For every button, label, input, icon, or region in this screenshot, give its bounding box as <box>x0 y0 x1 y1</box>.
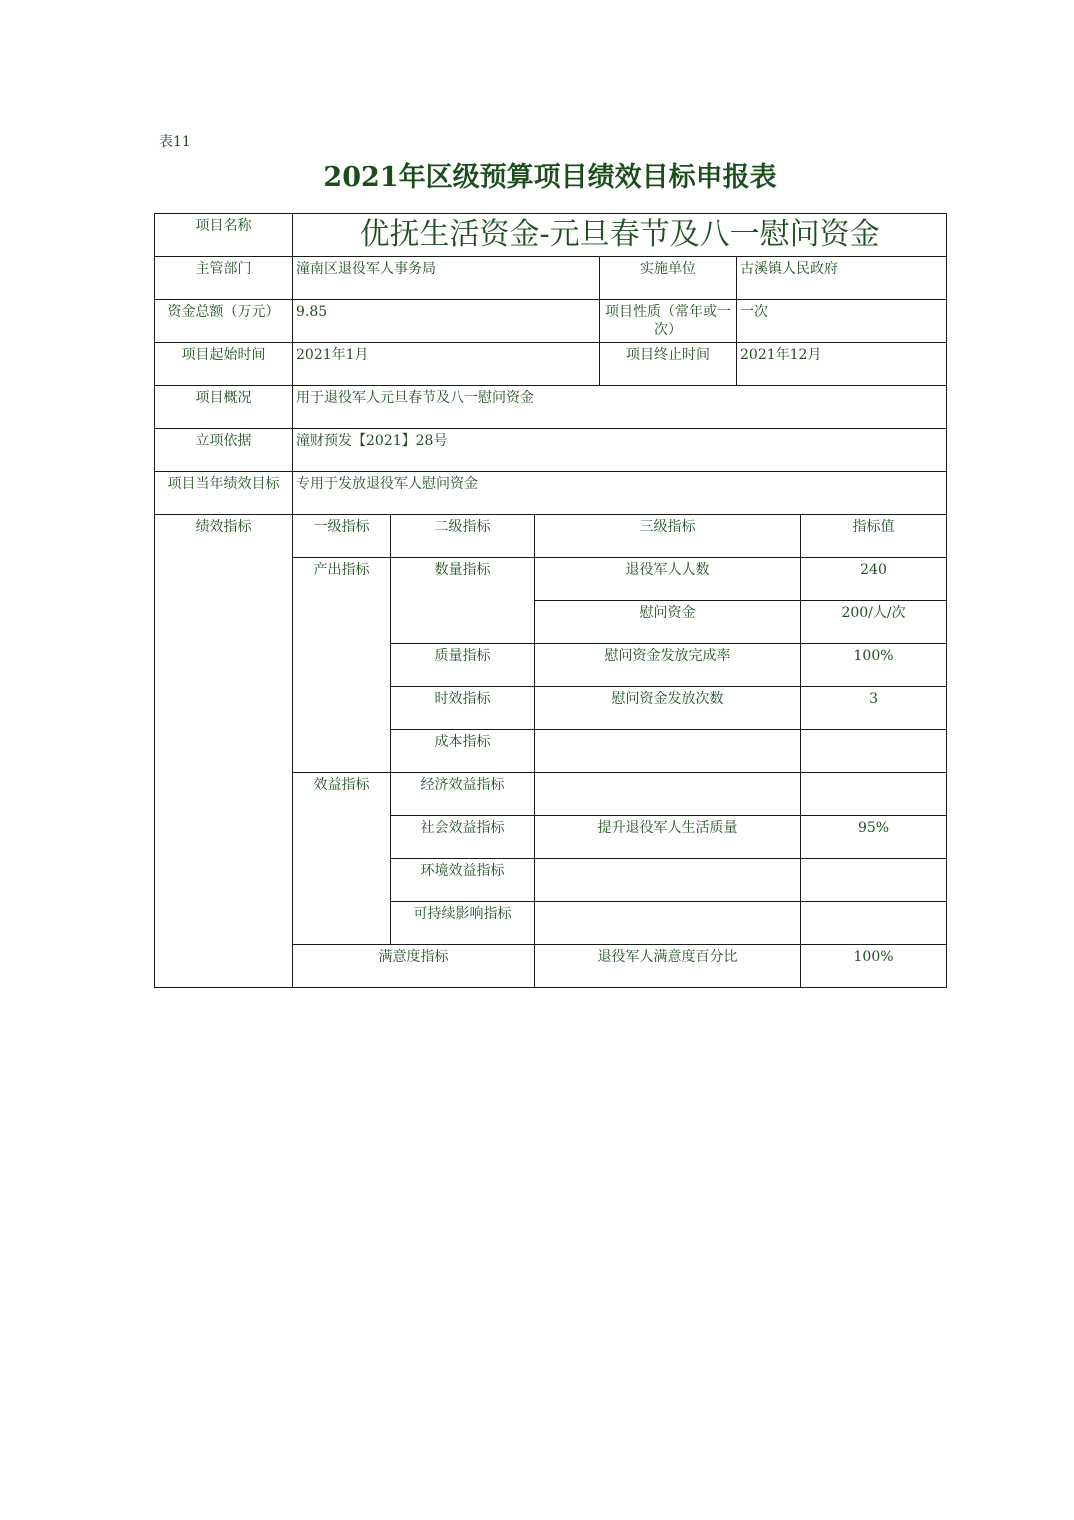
nature-value: 一次 <box>737 300 947 343</box>
page-title: 2021年区级预算项目绩效目标申报表 <box>323 162 777 193</box>
amount-label: 资金总额（万元） <box>155 300 293 343</box>
start-label: 项目起始时间 <box>155 343 293 386</box>
value-cell: 240 <box>801 558 947 601</box>
basis-label: 立项依据 <box>155 429 293 472</box>
benefit-indicator: 效益指标 <box>293 773 391 945</box>
header-l2: 二级指标 <box>391 515 535 558</box>
l2-cell: 时效指标 <box>391 687 535 730</box>
unit-label: 实施单位 <box>600 257 737 300</box>
header-l3: 三级指标 <box>535 515 801 558</box>
end-value: 2021年12月 <box>737 343 947 386</box>
output-indicator: 产出指标 <box>293 558 391 773</box>
amount-value: 9.85 <box>293 300 600 343</box>
overview-value: 用于退役军人元旦春节及八一慰问资金 <box>293 386 947 429</box>
project-name-label: 项目名称 <box>155 214 293 257</box>
satisfaction-indicator: 满意度指标 <box>293 945 535 988</box>
value-cell <box>801 859 947 902</box>
l3-cell: 退役军人人数 <box>535 558 801 601</box>
value-cell <box>801 730 947 773</box>
l2-cell: 环境效益指标 <box>391 859 535 902</box>
l3-cell: 提升退役军人生活质量 <box>535 816 801 859</box>
l2-cell: 质量指标 <box>391 644 535 687</box>
goal-value: 专用于发放退役军人慰问资金 <box>293 472 947 515</box>
l2-cell: 社会效益指标 <box>391 816 535 859</box>
project-name-value: 优抚生活资金-元旦春节及八一慰问资金 <box>293 214 947 257</box>
goal-label: 项目当年绩效目标 <box>155 472 293 515</box>
l2-cell: 成本指标 <box>391 730 535 773</box>
value-cell: 3 <box>801 687 947 730</box>
basis-value: 潼财预发【2021】28号 <box>293 429 947 472</box>
value-cell: 95% <box>801 816 947 859</box>
performance-form-table <box>154 213 947 988</box>
value-cell <box>801 773 947 816</box>
l3-cell <box>535 859 801 902</box>
l2-quantity: 数量指标 <box>391 558 535 644</box>
l3-cell: 慰问资金发放完成率 <box>535 644 801 687</box>
end-label: 项目终止时间 <box>600 343 737 386</box>
value-cell: 100% <box>801 945 947 988</box>
table-number-label: 表11 <box>159 134 191 150</box>
l3-cell <box>535 902 801 945</box>
l3-cell: 慰问资金 <box>535 601 801 644</box>
header-l1: 一级指标 <box>293 515 391 558</box>
perf-label: 绩效指标 <box>155 515 293 988</box>
dept-value: 潼南区退役军人事务局 <box>293 257 600 300</box>
start-value: 2021年1月 <box>293 343 600 386</box>
value-cell: 200/人/次 <box>801 601 947 644</box>
l3-cell <box>535 730 801 773</box>
l2-cell: 可持续影响指标 <box>391 902 535 945</box>
nature-label: 项目性质（常年或一次） <box>600 300 737 343</box>
dept-label: 主管部门 <box>155 257 293 300</box>
l3-cell: 慰问资金发放次数 <box>535 687 801 730</box>
value-cell <box>801 902 947 945</box>
l3-cell: 退役军人满意度百分比 <box>535 945 801 988</box>
header-val: 指标值 <box>801 515 947 558</box>
l3-cell <box>535 773 801 816</box>
unit-value: 古溪镇人民政府 <box>737 257 947 300</box>
value-cell: 100% <box>801 644 947 687</box>
overview-label: 项目概况 <box>155 386 293 429</box>
l2-cell: 经济效益指标 <box>391 773 535 816</box>
